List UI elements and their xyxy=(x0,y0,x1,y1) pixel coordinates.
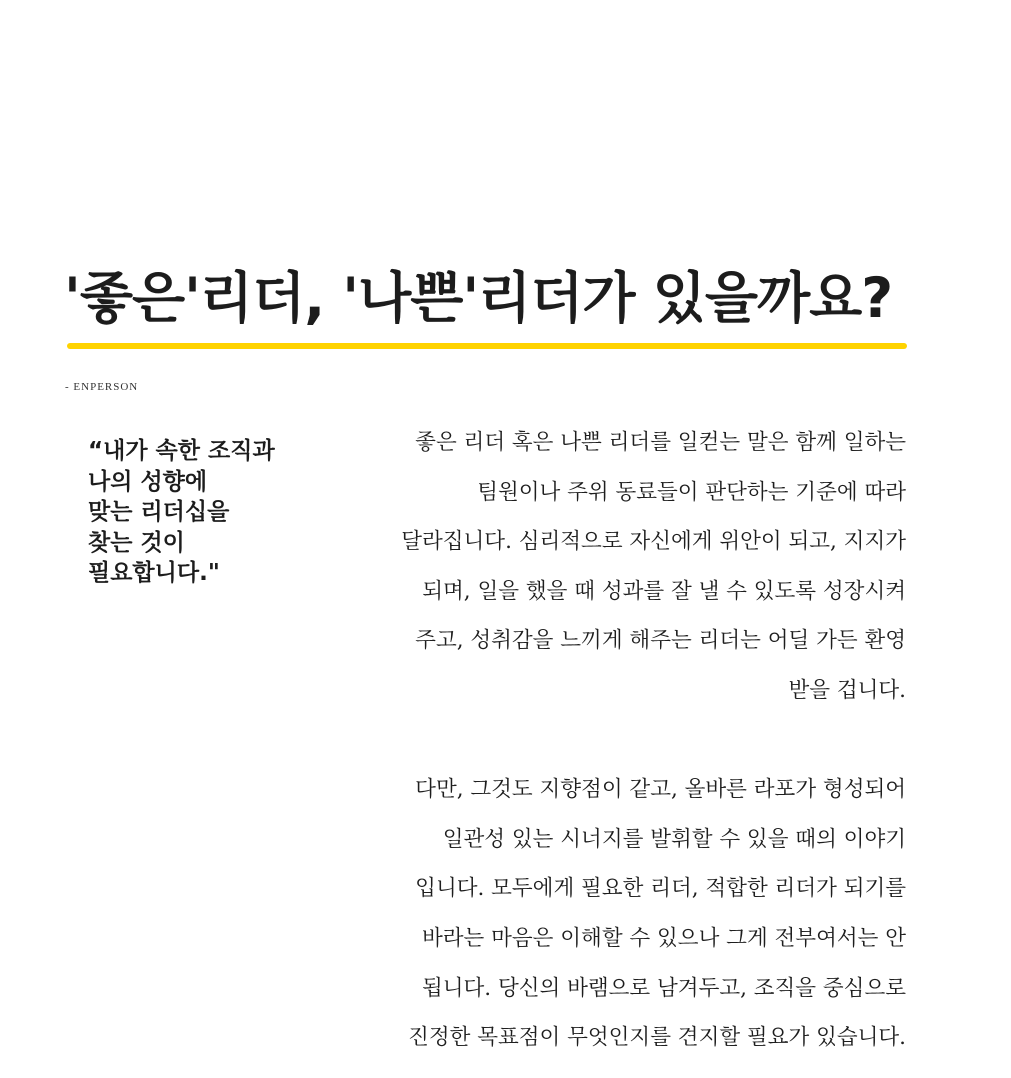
quote-line: 필요합니다." xyxy=(88,560,220,586)
paragraph-line: 입니다. 모두에게 필요한 리더, 적합한 리더가 되기를 xyxy=(415,876,906,902)
paragraph-line: 좋은 리더 혹은 나쁜 리더를 일컫는 말은 함께 일하는 xyxy=(415,430,906,455)
paragraph-line: 바라는 마음은 이해할 수 있으나 그게 전부여서는 안 xyxy=(422,925,906,951)
paragraph-line: 주고, 성취감을 느끼게 해주는 리더는 어딜 가든 환영 xyxy=(415,628,906,654)
paragraph-line: 되며, 일을 했을 때 성과를 잘 낼 수 있도록 성장시켜 xyxy=(422,578,906,604)
paragraph-line: 받을 겁니다. xyxy=(788,677,906,703)
quote-line: 맞는 리더십을 xyxy=(88,499,230,525)
paragraph-line: 진정한 목표점이 무엇인지를 견지할 필요가 있습니다. xyxy=(408,1025,906,1051)
body-text xyxy=(306,418,906,1063)
paragraph-line: 됩니다. 당신의 바램으로 남겨두고, 조직을 중심으로 xyxy=(422,975,906,1001)
quote-line: 찾는 것이 xyxy=(88,529,185,556)
quote-line: “내가 속한 조직과 xyxy=(88,438,275,464)
paragraph-line: 다만, 그것도 지향점이 같고, 올바른 라포가 형성되어 xyxy=(415,777,906,803)
quote-line: 나의 성향에 xyxy=(88,468,208,495)
page-title: '좋은'리더, '나쁜'리더가 있을까요? xyxy=(64,266,893,330)
paragraph-line: 달라집니다. 심리적으로 자신에게 위안이 되고, 지지가 xyxy=(401,529,906,555)
title-underline xyxy=(67,343,907,349)
paragraph-line: 일관성 있는 시너지를 발휘할 수 있을 때의 이야기 xyxy=(442,826,906,852)
paragraph-gap xyxy=(306,716,906,766)
paragraph-line: 팀원이나 주위 동료들이 판단하는 기준에 따라 xyxy=(477,479,906,505)
byline: - ENPERSON xyxy=(65,381,139,393)
pull-quote xyxy=(88,436,275,589)
